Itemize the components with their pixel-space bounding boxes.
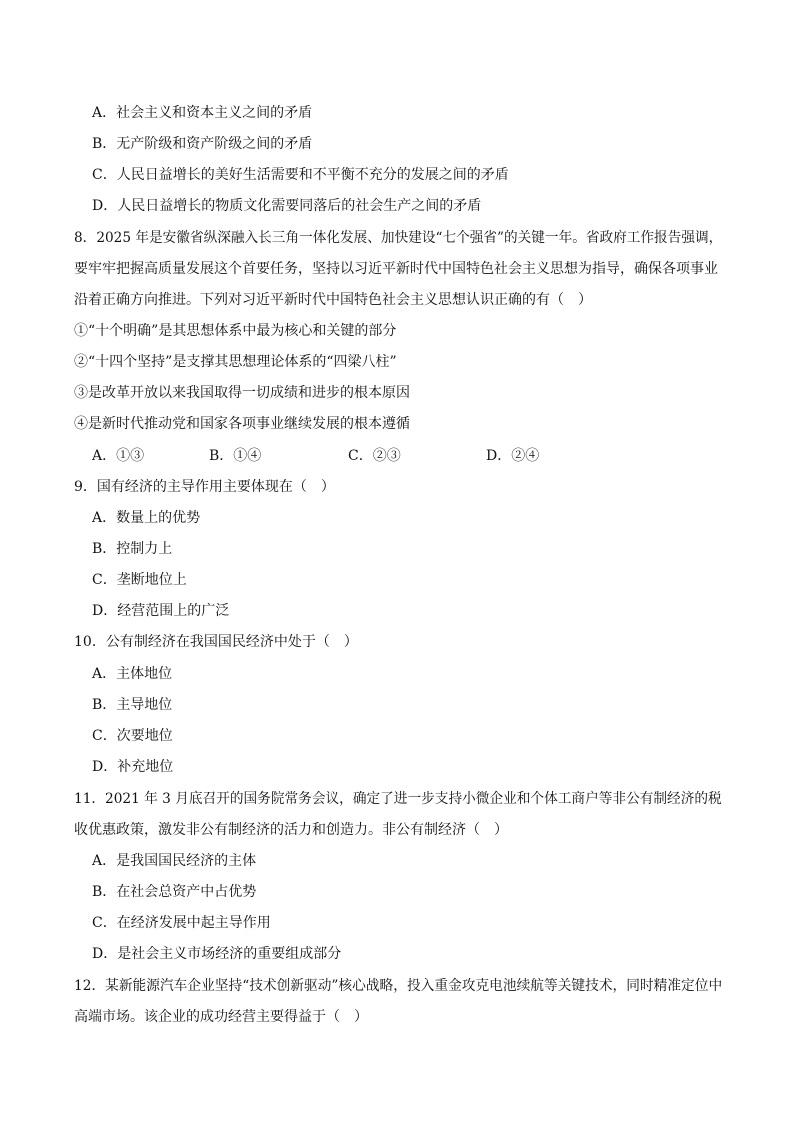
q10-option-c: C．次要地位 <box>92 728 173 744</box>
q7-option-b: B．无产阶级和资产阶级之间的矛盾 <box>92 136 313 152</box>
q11-option-a: A．是我国国民经济的主体 <box>92 853 257 869</box>
q11-stem-line-2: 收优惠政策，激发非公有制经济的活力和创造力。非公有制经济（ ） <box>74 822 508 838</box>
q8-statement-4: ④是新时代推动党和国家各项事业继续发展的根本遵循 <box>74 416 410 432</box>
q9-option-b: B．控制力上 <box>92 541 173 557</box>
q10-option-d: D．补充地位 <box>92 759 174 775</box>
q7-option-d: D．人民日益增长的物质文化需要同落后的社会生产之间的矛盾 <box>92 198 482 214</box>
q9-option-a: A．数量上的优势 <box>92 510 201 526</box>
q12-stem-line-1: 12．某新能源汽车企业坚持“技术创新驱动”核心战略，投入重金攻克电池续航等关键技术，同时精准定位中 <box>74 978 723 994</box>
q10-stem: 10．公有制经济在我国国民经济中处于（ ） <box>74 634 358 650</box>
q12-stem-line-2: 高端市场。该企业的成功经营主要得益于（ ） <box>74 1009 368 1025</box>
q8-stem-line-3: 沿着正确方向推进。下列对习近平新时代中国特色社会主义思想认识正确的有（ ） <box>74 292 592 308</box>
q11-stem-line-1: 11．2021 年 3 月底召开的国务院常务会议，确定了进一步支持小微企业和个体工商户等非公有制经济的税 <box>74 791 722 807</box>
q8-statement-2: ②“十四个坚持”是支撑其思想理论体系的“四梁八柱” <box>74 354 397 370</box>
q8-choice-a: A．①③ <box>92 448 145 464</box>
q8-stem-line-1: 8．2025 年是安徽省纵深融入长三角一体化发展、加快建设“七个强省”的关键一年。省政府工作报告强调， <box>74 230 723 246</box>
q7-option-a: A．社会主义和资本主义之间的矛盾 <box>92 105 313 121</box>
q8-statement-1: ①“十个明确”是其思想体系中最为核心和关键的部分 <box>74 323 397 339</box>
q8-choice-b: B．①④ <box>209 448 262 464</box>
q8-statement-3: ③是改革开放以来我国取得一切成绩和进步的根本原因 <box>74 385 410 401</box>
q11-option-d: D．是社会主义市场经济的重要组成部分 <box>92 946 342 962</box>
q9-option-c: C．垄断地位上 <box>92 572 187 588</box>
q9-stem: 9．国有经济的主导作用主要体现在（ ） <box>74 479 335 495</box>
q8-choice-c: C．②③ <box>348 448 401 464</box>
q10-option-a: A．主体地位 <box>92 666 173 682</box>
q8-choice-d: D．②④ <box>486 448 540 464</box>
q8-choices <box>92 447 692 465</box>
q7-option-c: C．人民日益增长的美好生活需要和不平衡不充分的发展之间的矛盾 <box>92 167 509 183</box>
q10-option-b: B．主导地位 <box>92 697 173 713</box>
q11-option-c: C．在经济发展中起主导作用 <box>92 915 271 931</box>
q9-option-d: D．经营范围上的广泛 <box>92 603 230 619</box>
q11-option-b: B．在社会总资产中占优势 <box>92 884 257 900</box>
q8-stem-line-2: 要牢牢把握高质量发展这个首要任务，坚持以习近平新时代中国特色社会主义思想为指导，确保各项事业 <box>74 261 718 277</box>
